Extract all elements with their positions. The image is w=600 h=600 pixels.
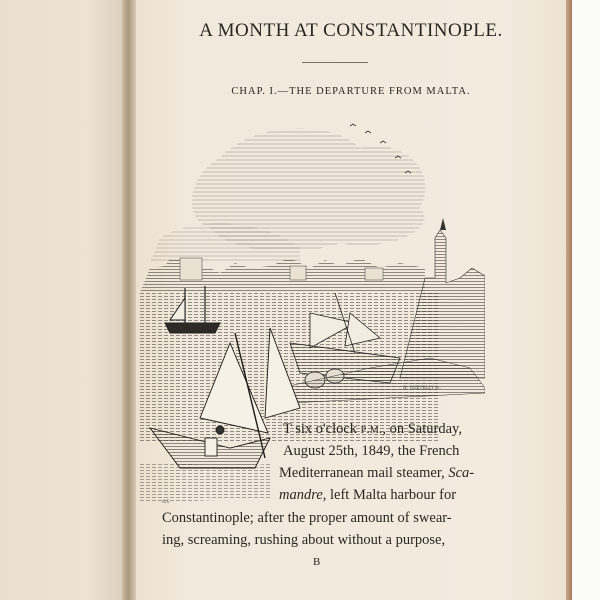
text-line-6: ing, screaming, rushing about without a purpose, xyxy=(162,532,446,548)
distant-town xyxy=(140,258,425,293)
chapter-number: CHAP. I. xyxy=(231,86,278,97)
background xyxy=(572,0,600,600)
left-page xyxy=(0,0,128,600)
corner-signature: A.S. xyxy=(162,500,171,505)
text-line-3: Mediterranean mail steamer, Sca- xyxy=(279,465,475,481)
head-rule xyxy=(302,62,368,63)
text-line-1: T six o'clock p.m., on Saturday, xyxy=(283,421,462,437)
engraver-signature: H. VIZETELLY Sc. xyxy=(403,386,441,391)
running-head: A MONTH AT CONSTANTINOPLE. xyxy=(199,20,503,41)
chapter-name: THE DEPARTURE FROM MALTA. xyxy=(289,86,471,97)
text-line-2: August 25th, 1849, the French xyxy=(283,443,460,459)
chapter-title xyxy=(134,86,568,97)
chapter-dash: — xyxy=(277,86,290,97)
text-line-5: Constantinople; after the proper amount of swear- xyxy=(162,510,452,526)
signature-mark: B xyxy=(313,556,321,568)
text-line-4: mandre, left Malta harbour for xyxy=(279,487,457,503)
sky-clouds xyxy=(150,128,425,263)
